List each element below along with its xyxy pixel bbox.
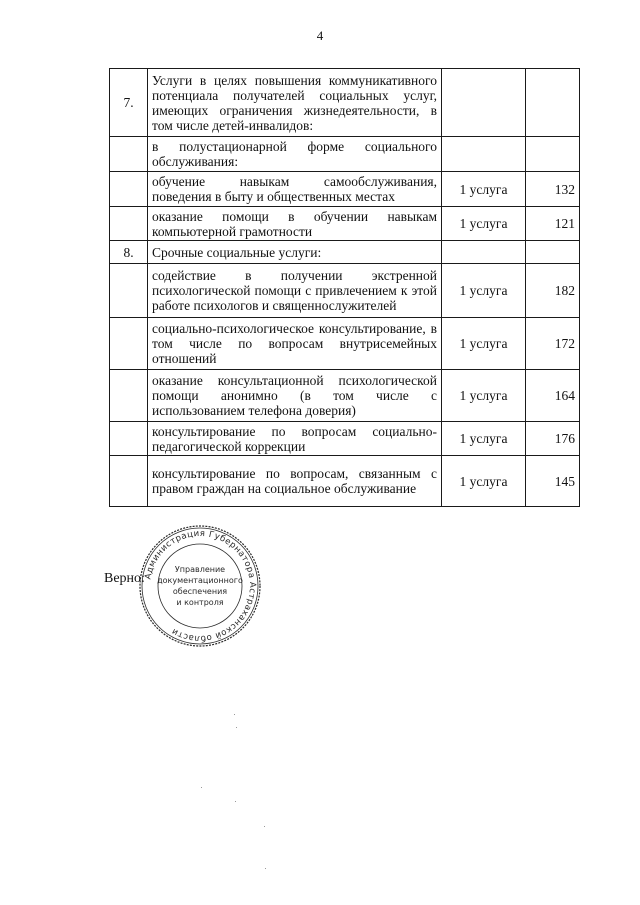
row-number	[110, 172, 148, 207]
row-number: 8.	[110, 241, 148, 264]
service-price: 145	[526, 456, 580, 507]
service-unit: 1 услуга	[442, 318, 526, 370]
service-price	[526, 137, 580, 172]
row-number	[110, 456, 148, 507]
services-table	[109, 68, 580, 507]
service-unit: 1 услуга	[442, 264, 526, 318]
service-name: содействие в получении экстренной психологической помощи с привлечением к этой работе психологов и священнослужителей	[148, 264, 442, 318]
table-row	[110, 318, 580, 370]
service-name: консультирование по вопросам, связанным с правом граждан на социальное обслуживание	[148, 456, 442, 507]
service-name: Срочные социальные услуги:	[148, 241, 442, 264]
table-row	[110, 241, 580, 264]
service-unit: 1 услуга	[442, 456, 526, 507]
service-name: Услуги в целях повышения коммуникативного потенциала получателей социальных услуг, имеющих ограничения жизнедеятельности, в том числе детей-инвалидов:	[148, 69, 442, 137]
stamp-line: документационного	[157, 576, 243, 585]
service-name: оказание консультационной психологической помощи анонимно (в том числе с использованием телефона доверия)	[148, 370, 442, 422]
service-price: 121	[526, 207, 580, 241]
service-unit	[442, 241, 526, 264]
service-price: 164	[526, 370, 580, 422]
row-number	[110, 370, 148, 422]
svg-text:Администрация Губернатора Астр	[143, 529, 257, 643]
service-price: 182	[526, 264, 580, 318]
service-price: 172	[526, 318, 580, 370]
service-name: в полустационарной форме социального обслуживания:	[148, 137, 442, 172]
service-price	[526, 69, 580, 137]
scan-speck	[234, 714, 235, 715]
stamp-line: и контроля	[176, 598, 224, 607]
row-number: 7.	[110, 69, 148, 137]
row-number	[110, 207, 148, 241]
stamp-line: обеспечения	[172, 587, 228, 596]
table-row	[110, 456, 580, 507]
table-row	[110, 137, 580, 172]
service-price	[526, 241, 580, 264]
scan-speck	[235, 801, 236, 802]
service-unit: 1 услуга	[442, 422, 526, 456]
service-unit	[442, 69, 526, 137]
service-price: 176	[526, 422, 580, 456]
table-row	[110, 264, 580, 318]
table-row	[110, 172, 580, 207]
table-row	[110, 422, 580, 456]
service-unit: 1 услуга	[442, 207, 526, 241]
table-row	[110, 207, 580, 241]
verno-label: Верно:	[104, 571, 145, 586]
row-number	[110, 264, 148, 318]
row-number	[110, 137, 148, 172]
page-number: 4	[316, 28, 324, 43]
stamp-ring-text: Администрация Губернатора Астраханской области	[143, 528, 258, 644]
service-name: социально-психологическое консультирование, в том числе по вопросам внутрисемейных отношений	[148, 318, 442, 370]
scan-speck	[265, 868, 266, 869]
service-name: оказание помощи в обучении навыкам компьютерной грамотности	[148, 207, 442, 241]
scan-speck	[264, 826, 265, 827]
row-number	[110, 318, 148, 370]
official-stamp	[138, 524, 262, 648]
stamp-line: Управление	[174, 565, 226, 574]
row-number	[110, 422, 148, 456]
table-row	[110, 370, 580, 422]
service-name: обучение навыкам самообслуживания, поведения в быту и общественных местах	[148, 172, 442, 207]
scan-speck	[236, 727, 237, 728]
service-name: консультирование по вопросам социально-педагогической коррекции	[148, 422, 442, 456]
table-row	[110, 69, 580, 137]
scan-speck	[201, 787, 202, 788]
service-unit: 1 услуга	[442, 172, 526, 207]
service-unit	[442, 137, 526, 172]
service-price: 132	[526, 172, 580, 207]
service-unit: 1 услуга	[442, 370, 526, 422]
